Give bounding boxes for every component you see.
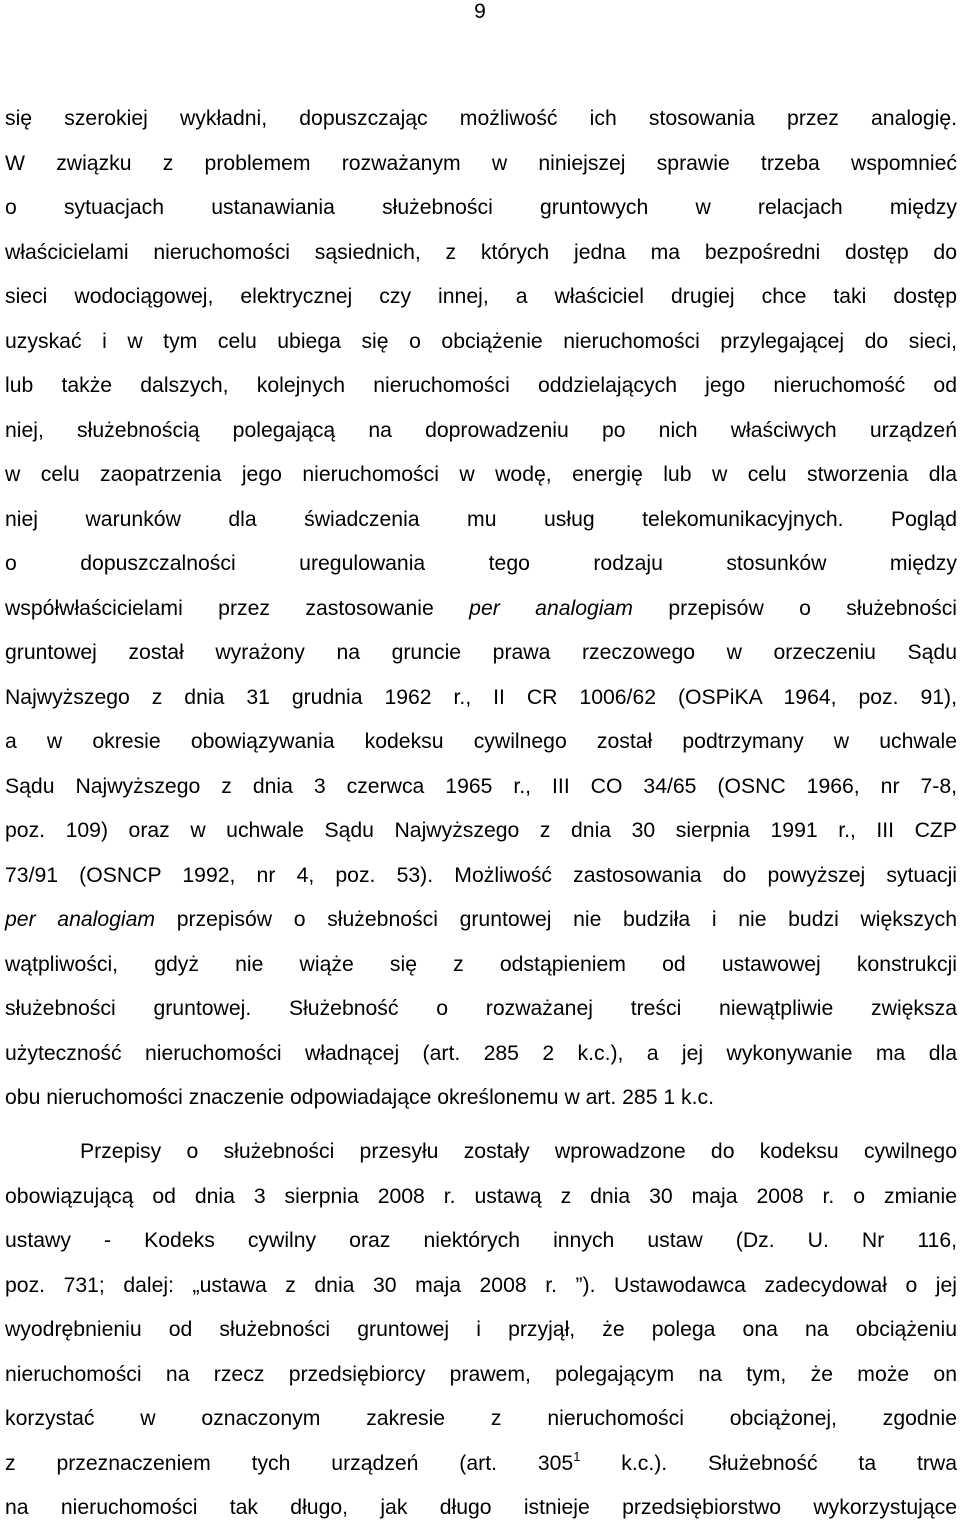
- text-line: o sytuacjach ustanawiania służebności gruntowych w relacjach między: [5, 196, 957, 219]
- text-line: ustawy - Kodeks cywilny oraz niektórych innych ustaw (Dz. U. Nr 116,: [5, 1229, 957, 1252]
- text-line: użyteczność nieruchomości władnącej (art. 285 2 k.c.), a jej wykonywanie ma dla: [5, 1041, 957, 1065]
- text-line: Przepisy o służebności przesyłu zostały wprowadzone do kodeksu cywilnego: [80, 1140, 957, 1163]
- text-line: [5, 587, 957, 632]
- text-line: niej warunków dla świadczenia mu usług telekomunikacyjnych. Pogląd: [5, 507, 957, 531]
- text-line: niej, służebnością polegającą na doprowadzeniu po nich właściwych urządzeń: [5, 418, 957, 442]
- text-line: gruntowej został wyrażony na gruncie prawa rzeczowego w orzeczeniu Sądu: [5, 641, 957, 664]
- superscript-number: 1: [573, 1448, 581, 1464]
- paragraph-servitude-analogy: [5, 97, 957, 1121]
- text-segment: współwłaścicielami przez zastosowanie: [5, 596, 434, 620]
- text-segment: k.c.). Służebność ta trwa: [621, 1451, 957, 1475]
- italic-latin-term: per analogiam: [5, 908, 156, 931]
- text-line: na nieruchomości tak długo, jak długo istnieje przedsiębiorstwo wykorzystujące: [5, 1496, 957, 1519]
- text-line: Sądu Najwyższego z dnia 3 czerwca 1965 r., III CO 34/65 (OSNC 1966, nr 7-8,: [5, 774, 957, 798]
- text-line: [5, 898, 957, 943]
- paragraph-transmission-servitude: [5, 1130, 957, 1531]
- text-line: o dopuszczalności uregulowania tego rodzaju stosunków między: [5, 552, 957, 575]
- italic-latin-term: per analogiam: [469, 596, 633, 620]
- text-line: nieruchomości na rzecz przedsiębiorcy prawem, polegającym na tym, że może on: [5, 1362, 957, 1386]
- text-segment: z przeznaczeniem tych urządzeń (art. 305: [5, 1451, 574, 1475]
- text-line: korzystać w oznaczonym zakresie z nieruchomości obciążonej, zgodnie: [5, 1407, 957, 1430]
- text-line: 73/91 (OSNCP 1992, nr 4, poz. 53). Możliwość zastosowania do powyższej sytuacji: [5, 863, 957, 887]
- text-line: poz. 731; dalej: „ustawa z dnia 30 maja 2008 r. ”). Ustawodawca zadecydował o jej: [5, 1273, 957, 1297]
- text-line: się szerokiej wykładni, dopuszczając możliwość ich stosowania przez analogię.: [5, 107, 957, 130]
- text-line: a w okresie obowiązywania kodeksu cywilnego został podtrzymany w uchwale: [5, 730, 957, 753]
- text-line: obowiązującą od dnia 3 sierpnia 2008 r. ustawą z dnia 30 maja 2008 r. o zmianie: [5, 1184, 957, 1208]
- text-line: właścicielami nieruchomości sąsiednich, z których jedna ma bezpośredni dostęp do: [5, 240, 957, 264]
- text-line: w celu zaopatrzenia jego nieruchomości w wodę, energię lub w celu stworzenia dla: [5, 463, 957, 486]
- text-line: wątpliwości, gdyż nie wiąże się z odstąpieniem od ustawowej konstrukcji: [5, 952, 957, 976]
- text-line: poz. 109) oraz w uchwale Sądu Najwyższego z dnia 30 sierpnia 1991 r., III CZP: [5, 819, 957, 842]
- text-line: uzyskać i w tym celu ubiega się o obciążenie nieruchomości przylegającej do sieci,: [5, 329, 957, 353]
- text-line: Najwyższego z dnia 31 grudnia 1962 r., II CR 1006/62 (OSPiKA 1964, poz. 91),: [5, 685, 957, 709]
- text-line: lub także dalszych, kolejnych nieruchomości oddzielających jego nieruchomość od: [5, 374, 957, 397]
- text-segment: przepisów o służebności: [668, 596, 958, 620]
- text-line: sieci wodociągowej, elektrycznej czy innej, a właściciel drugiej chce taki dostęp: [5, 285, 957, 308]
- text-line: W związku z problemem rozważanym w niniejszej sprawie trzeba wspomnieć: [5, 151, 957, 175]
- text-line: obu nieruchomości znaczenie odpowiadające określonemu w art. 285 1 k.c.: [5, 1086, 715, 1109]
- text-segment: przepisów o służebności gruntowej nie budziła i nie budzi większych: [176, 908, 957, 931]
- text-line: służebności gruntowej. Służebność o rozważanej treści niewątpliwie zwiększa: [5, 997, 957, 1020]
- text-line: wyodrębnieniu od służebności gruntowej i przyjął, że polega ona na obciążeniu: [5, 1318, 957, 1341]
- page-number: 9: [474, 0, 486, 23]
- text-line: [5, 1442, 957, 1487]
